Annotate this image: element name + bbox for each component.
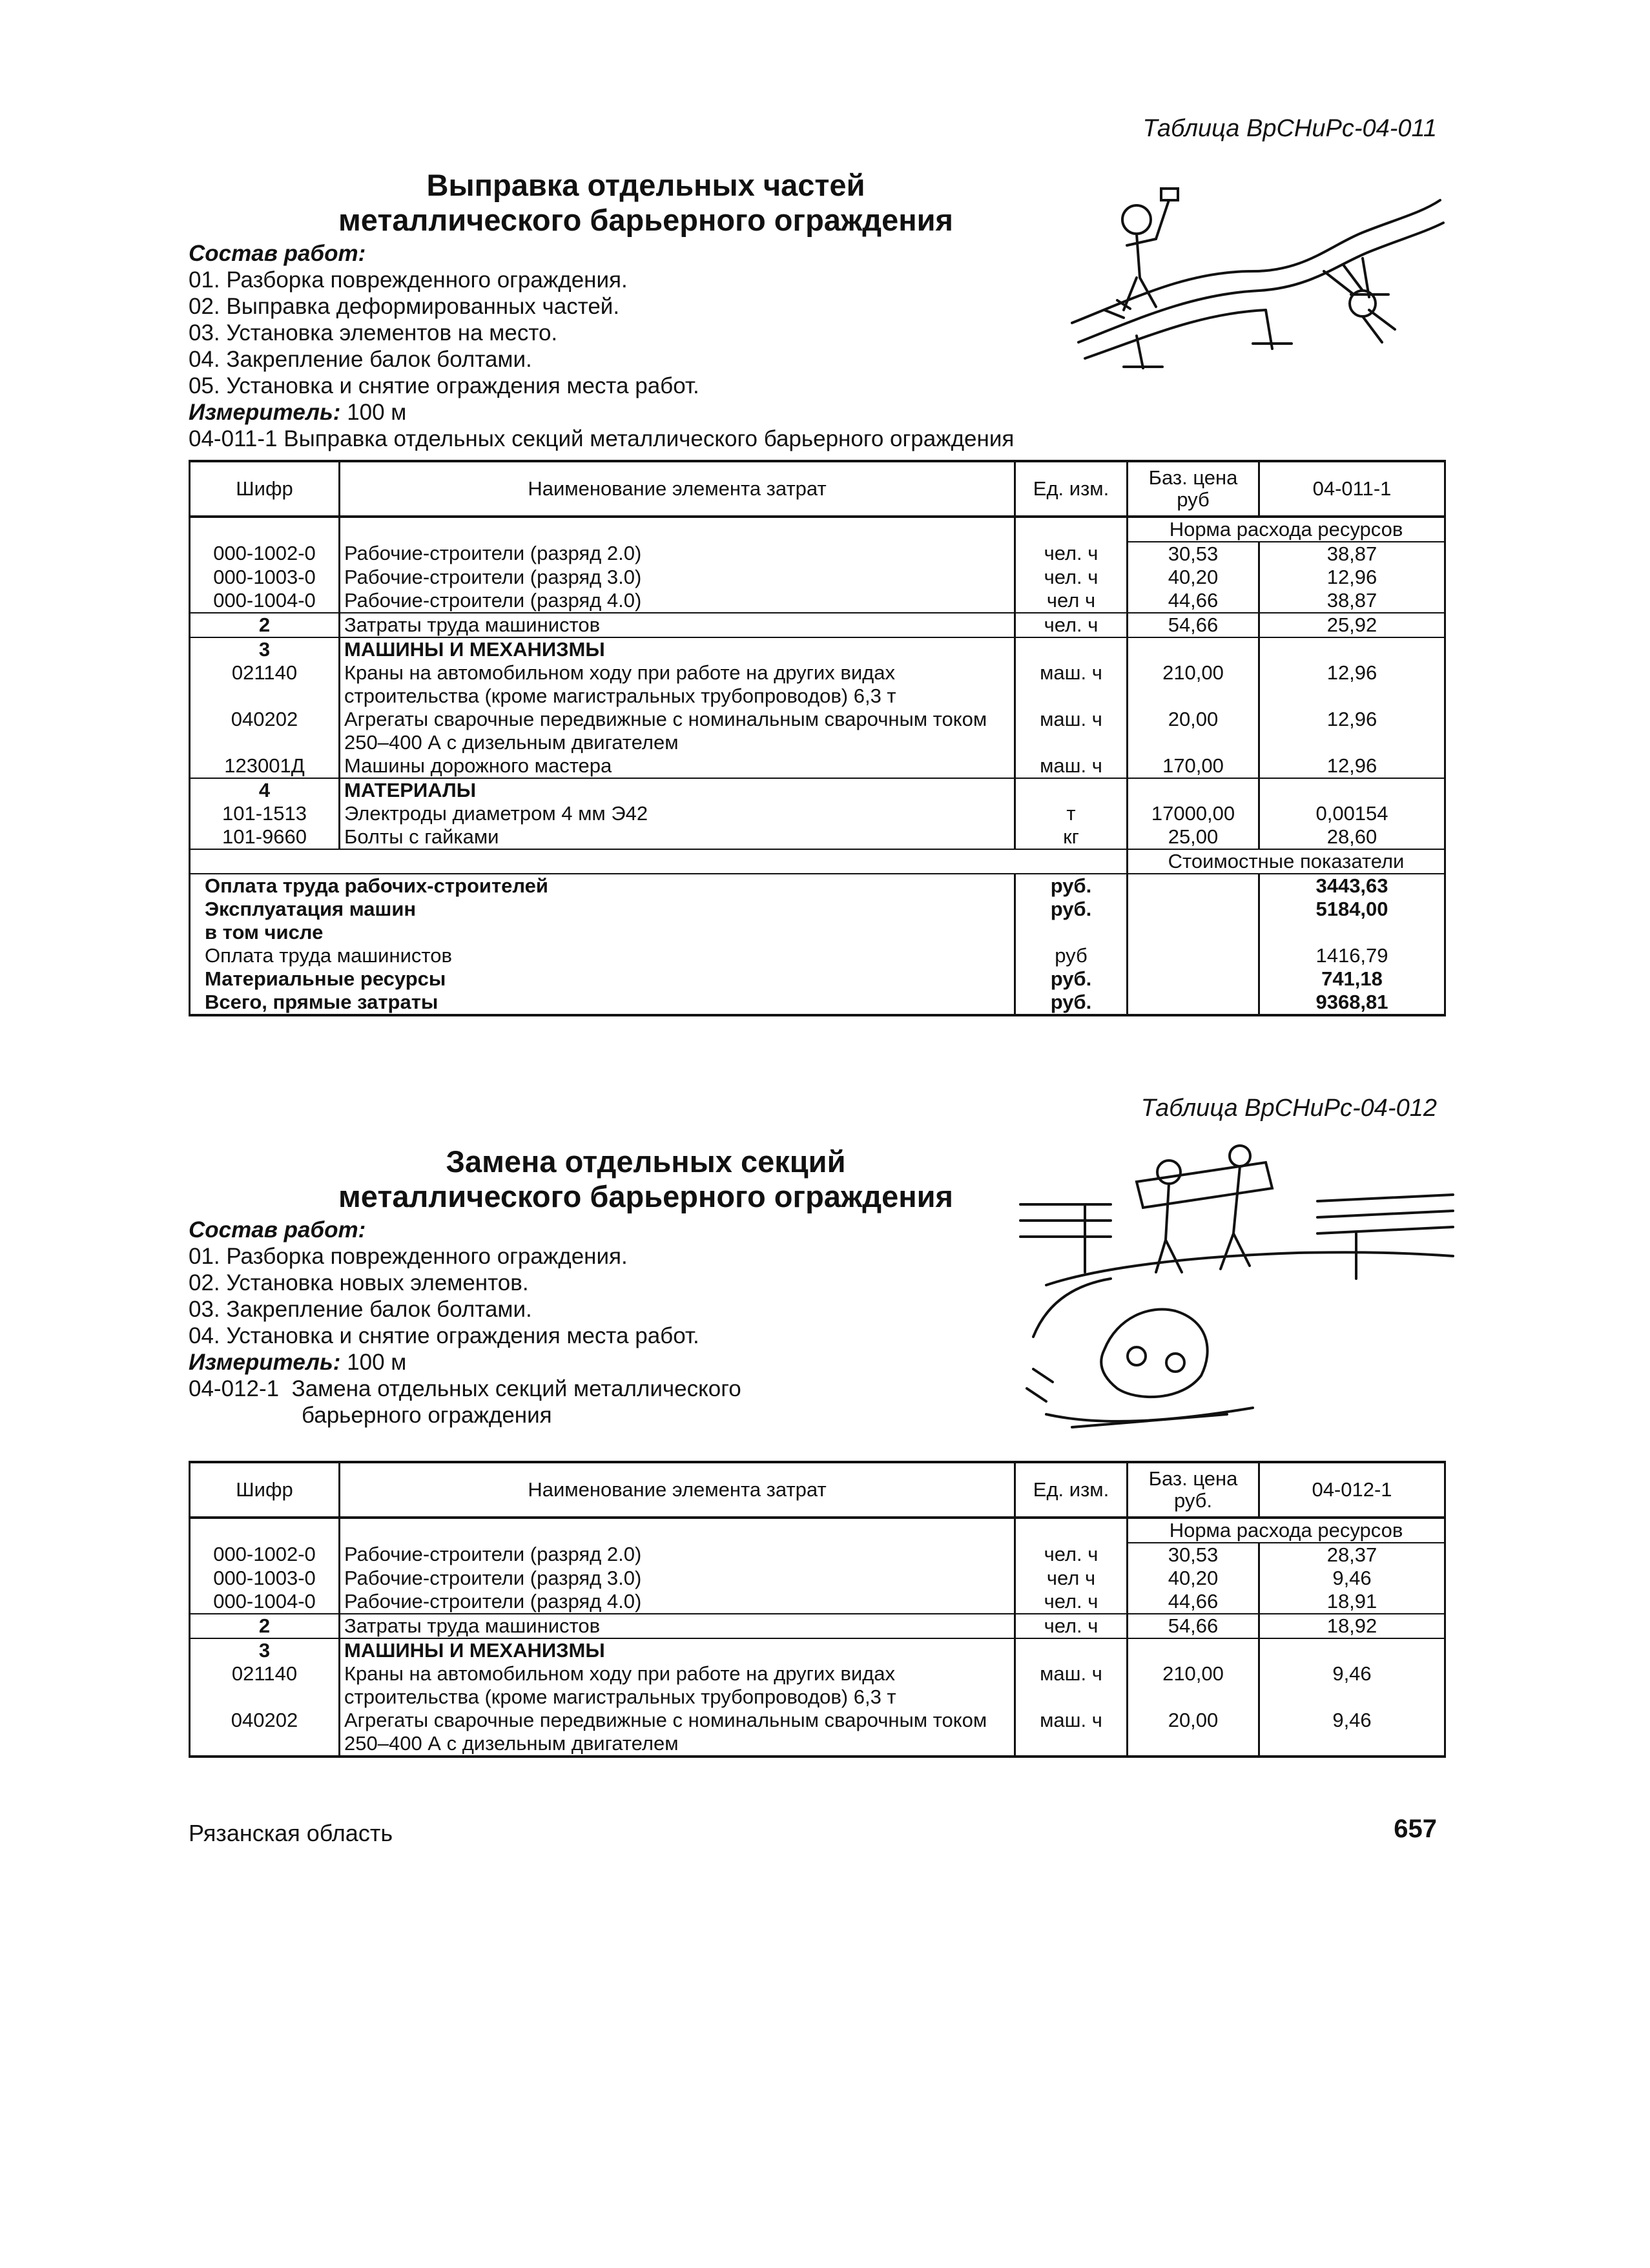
code-text-2b: барьерного ограждения bbox=[302, 1403, 552, 1428]
footer-region: Рязанская область bbox=[189, 1820, 393, 1846]
cell-name: МАШИНЫ И МЕХАНИЗМЫ bbox=[340, 1638, 1015, 1662]
cell-code: 021140 bbox=[190, 1662, 340, 1709]
cell-value: 0,00154 bbox=[1259, 802, 1445, 825]
cell-code: 000-1003-0 bbox=[190, 566, 340, 589]
cell-value: 38,87 bbox=[1259, 542, 1445, 566]
cell-unit: чел. ч bbox=[1015, 566, 1128, 589]
work-list-1 bbox=[189, 240, 1014, 452]
code-text-2a: Замена отдельных секций металлического bbox=[291, 1376, 741, 1401]
cell-code: 021140 bbox=[190, 661, 340, 708]
meter-value-2: 100 м bbox=[347, 1350, 407, 1375]
page-number: 657 bbox=[1394, 1815, 1437, 1843]
cell-code: 2 bbox=[190, 613, 340, 637]
work-item: 01. Разборка поврежденного ограждения. bbox=[189, 267, 628, 293]
cell-unit: маш. ч bbox=[1015, 1662, 1128, 1709]
cost-row bbox=[190, 921, 1445, 944]
header-unit: Ед. изм. bbox=[1015, 1462, 1128, 1518]
cost-name: Эксплуатация машин bbox=[190, 898, 1015, 921]
cost-row bbox=[190, 898, 1445, 921]
work-label-1: Состав работ: bbox=[189, 241, 366, 266]
cost-value: 1416,79 bbox=[1259, 944, 1445, 967]
cell-name: Рабочие-строители (разряд 4.0) bbox=[340, 589, 1015, 613]
cost-name: Оплата труда машинистов bbox=[190, 944, 1015, 967]
table-row bbox=[190, 1590, 1445, 1614]
cell-name: Рабочие-строители (разряд 3.0) bbox=[340, 566, 1015, 589]
cell-value: 38,87 bbox=[1259, 589, 1445, 613]
cell-price: 20,00 bbox=[1128, 1709, 1259, 1757]
work-item: 02. Выправка деформированных частей. bbox=[189, 294, 620, 319]
cell-name: МАТЕРИАЛЫ bbox=[340, 778, 1015, 802]
cell-code: 4 bbox=[190, 778, 340, 802]
cell-name: Затраты труда машинистов bbox=[340, 613, 1015, 637]
cell-name: Машины дорожного мастера bbox=[340, 754, 1015, 778]
cell-unit: чел. ч bbox=[1015, 1543, 1128, 1567]
table-row bbox=[190, 637, 1445, 661]
table-row bbox=[190, 802, 1445, 825]
cell-unit: маш. ч bbox=[1015, 1709, 1128, 1757]
meter-label-1: Измеритель: bbox=[189, 400, 341, 425]
cell-price: 30,53 bbox=[1128, 542, 1259, 566]
section-title-2-line2: металлического барьерного ограждения bbox=[338, 1179, 953, 1213]
cost-unit: руб. bbox=[1015, 991, 1128, 1015]
cell-code: 000-1003-0 bbox=[190, 1567, 340, 1590]
cell-name: Рабочие-строители (разряд 2.0) bbox=[340, 1543, 1015, 1567]
cell-price: 25,00 bbox=[1128, 825, 1259, 849]
code-line-2 bbox=[189, 1376, 741, 1402]
cell-price: 40,20 bbox=[1128, 566, 1259, 589]
header-name: Наименование элемента затрат bbox=[340, 1462, 1015, 1518]
meter-line-1 bbox=[189, 399, 1014, 426]
table-row bbox=[190, 1614, 1445, 1638]
cell-price: 54,66 bbox=[1128, 613, 1259, 637]
header-name: Наименование элемента затрат bbox=[340, 461, 1015, 517]
cell-unit: чел. ч bbox=[1015, 1590, 1128, 1614]
cost-name: Материальные ресурсы bbox=[190, 967, 1015, 991]
cell-price: 17000,00 bbox=[1128, 802, 1259, 825]
work-item: 01. Разборка поврежденного ограждения. bbox=[189, 1244, 628, 1269]
table-row bbox=[190, 754, 1445, 778]
cell-price: 44,66 bbox=[1128, 589, 1259, 613]
cell-unit: чел. ч bbox=[1015, 1614, 1128, 1638]
table-row bbox=[190, 1567, 1445, 1590]
norm-label-row bbox=[190, 1518, 1445, 1543]
code-line-1: 04-011-1 Выправка отдельных секций металлического барьерного ограждения bbox=[189, 426, 1015, 451]
cell-name: Затраты труда машинистов bbox=[340, 1614, 1015, 1638]
cell-value: 12,96 bbox=[1259, 661, 1445, 708]
cost-value: 741,18 bbox=[1259, 967, 1445, 991]
cost-name: Оплата труда рабочих-строителей bbox=[190, 874, 1015, 898]
cost-row bbox=[190, 967, 1445, 991]
cell-unit: чел. ч bbox=[1015, 613, 1128, 637]
cell-unit: т bbox=[1015, 802, 1128, 825]
cell-code: 101-9660 bbox=[190, 825, 340, 849]
work-item: 03. Установка элементов на место. bbox=[189, 320, 558, 345]
cell-price: 30,53 bbox=[1128, 1543, 1259, 1567]
section-title-1 bbox=[258, 168, 1033, 238]
table-row bbox=[190, 825, 1445, 849]
work-label-2: Состав работ: bbox=[189, 1217, 366, 1242]
cell-name: Электроды диаметром 4 мм Э42 bbox=[340, 802, 1015, 825]
table-row bbox=[190, 1638, 1445, 1662]
cell-name: Рабочие-строители (разряд 4.0) bbox=[340, 1590, 1015, 1614]
table-row bbox=[190, 1543, 1445, 1567]
work-item: 02. Установка новых элементов. bbox=[189, 1270, 529, 1295]
cell-value: 9,46 bbox=[1259, 1567, 1445, 1590]
cell-value: 12,96 bbox=[1259, 754, 1445, 778]
table-row bbox=[190, 778, 1445, 802]
table-row bbox=[190, 1662, 1445, 1709]
cost-unit: руб. bbox=[1015, 898, 1128, 921]
cell-unit: маш. ч bbox=[1015, 708, 1128, 754]
cost-value: 3443,63 bbox=[1259, 874, 1445, 898]
cell-name: Краны на автомобильном ходу при работе на других видах строительства (кроме магистральных трубопроводов) 6,3 т bbox=[340, 1662, 1015, 1709]
cell-unit: кг bbox=[1015, 825, 1128, 849]
meter-label-2: Измеритель: bbox=[189, 1350, 341, 1375]
code-num-2: 04-012-1 bbox=[189, 1376, 280, 1401]
work-item: 04. Закрепление балок болтами. bbox=[189, 347, 532, 372]
cell-name: МАШИНЫ И МЕХАНИЗМЫ bbox=[340, 637, 1015, 661]
cell-unit: чел ч bbox=[1015, 1567, 1128, 1590]
cell-name: Краны на автомобильном ходу при работе на других видах строительства (кроме магистральных трубопроводов) 6,3 т bbox=[340, 661, 1015, 708]
cell-value: 18,92 bbox=[1259, 1614, 1445, 1638]
work-item: 05. Установка и снятие ограждения места работ. bbox=[189, 373, 699, 398]
cell-price: 54,66 bbox=[1128, 1614, 1259, 1638]
cell-code: 123001Д bbox=[190, 754, 340, 778]
table-header-row bbox=[190, 1462, 1445, 1518]
cell-value: 18,91 bbox=[1259, 1590, 1445, 1614]
cell-code: 000-1004-0 bbox=[190, 589, 340, 613]
cell-code: 040202 bbox=[190, 708, 340, 754]
cell-unit: чел ч bbox=[1015, 589, 1128, 613]
table-caption-2: Таблица ВрСНиРс-04-012 bbox=[1140, 1095, 1437, 1122]
cost-row bbox=[190, 874, 1445, 898]
cell-price: 20,00 bbox=[1128, 708, 1259, 754]
cell-value: 9,46 bbox=[1259, 1662, 1445, 1709]
cell-price: 210,00 bbox=[1128, 1662, 1259, 1709]
meter-line-2 bbox=[189, 1349, 741, 1376]
cell-code: 000-1002-0 bbox=[190, 542, 340, 566]
cost-name: в том числе bbox=[190, 921, 1015, 944]
header-norm-code: 04-011-1 bbox=[1259, 461, 1445, 517]
resource-table-1 bbox=[189, 460, 1446, 1016]
resource-table-2 bbox=[189, 1461, 1446, 1758]
cell-price: 44,66 bbox=[1128, 1590, 1259, 1614]
cost-row bbox=[190, 991, 1445, 1015]
cell-name: Рабочие-строители (разряд 3.0) bbox=[340, 1567, 1015, 1590]
table-row bbox=[190, 542, 1445, 566]
header-cipher: Шифр bbox=[190, 461, 340, 517]
header-unit: Ед. изм. bbox=[1015, 461, 1128, 517]
cost-value: 5184,00 bbox=[1259, 898, 1445, 921]
header-base-price: Баз. цена руб bbox=[1128, 461, 1259, 517]
cell-value: 28,60 bbox=[1259, 825, 1445, 849]
cell-code: 040202 bbox=[190, 1709, 340, 1757]
table-caption-1: Таблица ВрСНиРс-04-011 bbox=[1142, 115, 1437, 142]
cost-label-row bbox=[190, 849, 1445, 874]
cell-name: Агрегаты сварочные передвижные с номинальным сварочным током 250–400 А с дизельным двигателем bbox=[340, 708, 1015, 754]
cell-price: 40,20 bbox=[1128, 1567, 1259, 1590]
cell-code: 000-1002-0 bbox=[190, 1543, 340, 1567]
meter-value-1: 100 м bbox=[347, 400, 407, 425]
cell-code: 101-1513 bbox=[190, 802, 340, 825]
table-row bbox=[190, 661, 1445, 708]
cell-code: 3 bbox=[190, 637, 340, 661]
cost-unit: руб bbox=[1015, 944, 1128, 967]
work-list-2 bbox=[189, 1217, 741, 1428]
cost-name: Всего, прямые затраты bbox=[190, 991, 1015, 1015]
header-norm-code: 04-012-1 bbox=[1259, 1462, 1445, 1518]
cell-unit: маш. ч bbox=[1015, 754, 1128, 778]
table-row bbox=[190, 566, 1445, 589]
section-title-2-line1: Замена отдельных секций bbox=[446, 1144, 846, 1179]
work-item: 03. Закрепление балок болтами. bbox=[189, 1297, 532, 1322]
section-title-1-line2: металлического барьерного ограждения bbox=[338, 203, 953, 237]
guardrail-repair-illustration bbox=[1059, 174, 1447, 387]
norm-label: Норма расхода ресурсов bbox=[1128, 1518, 1445, 1543]
header-base-price: Баз. цена руб. bbox=[1128, 1462, 1259, 1518]
cell-name: Агрегаты сварочные передвижные с номинальным сварочным током 250–400 А с дизельным двигателем bbox=[340, 1709, 1015, 1757]
cell-name: Болты с гайками bbox=[340, 825, 1015, 849]
norm-label-row bbox=[190, 517, 1445, 542]
cost-value: 9368,81 bbox=[1259, 991, 1445, 1015]
cost-unit: руб. bbox=[1015, 967, 1128, 991]
guardrail-replacement-illustration bbox=[1007, 1143, 1459, 1440]
table-header-row bbox=[190, 461, 1445, 517]
cell-code: 3 bbox=[190, 1638, 340, 1662]
cell-price: 170,00 bbox=[1128, 754, 1259, 778]
cell-code: 000-1004-0 bbox=[190, 1590, 340, 1614]
cost-unit: руб. bbox=[1015, 874, 1128, 898]
table-row bbox=[190, 708, 1445, 754]
table-row bbox=[190, 589, 1445, 613]
section-title-1-line1: Выправка отдельных частей bbox=[426, 168, 865, 202]
cell-unit: маш. ч bbox=[1015, 661, 1128, 708]
cost-label: Стоимостные показатели bbox=[1128, 849, 1445, 874]
table-row bbox=[190, 613, 1445, 637]
cell-code: 2 bbox=[190, 1614, 340, 1638]
cell-price: 210,00 bbox=[1128, 661, 1259, 708]
cell-value: 12,96 bbox=[1259, 708, 1445, 754]
cell-name: Рабочие-строители (разряд 2.0) bbox=[340, 542, 1015, 566]
cell-value: 9,46 bbox=[1259, 1709, 1445, 1757]
work-item: 04. Установка и снятие ограждения места работ. bbox=[189, 1323, 699, 1348]
norm-label: Норма расхода ресурсов bbox=[1128, 517, 1445, 542]
cell-unit: чел. ч bbox=[1015, 542, 1128, 566]
header-cipher: Шифр bbox=[190, 1462, 340, 1518]
cost-row bbox=[190, 944, 1445, 967]
section-title-2 bbox=[258, 1144, 1033, 1214]
cell-value: 28,37 bbox=[1259, 1543, 1445, 1567]
table-row bbox=[190, 1709, 1445, 1757]
cell-value: 25,92 bbox=[1259, 613, 1445, 637]
cell-value: 12,96 bbox=[1259, 566, 1445, 589]
